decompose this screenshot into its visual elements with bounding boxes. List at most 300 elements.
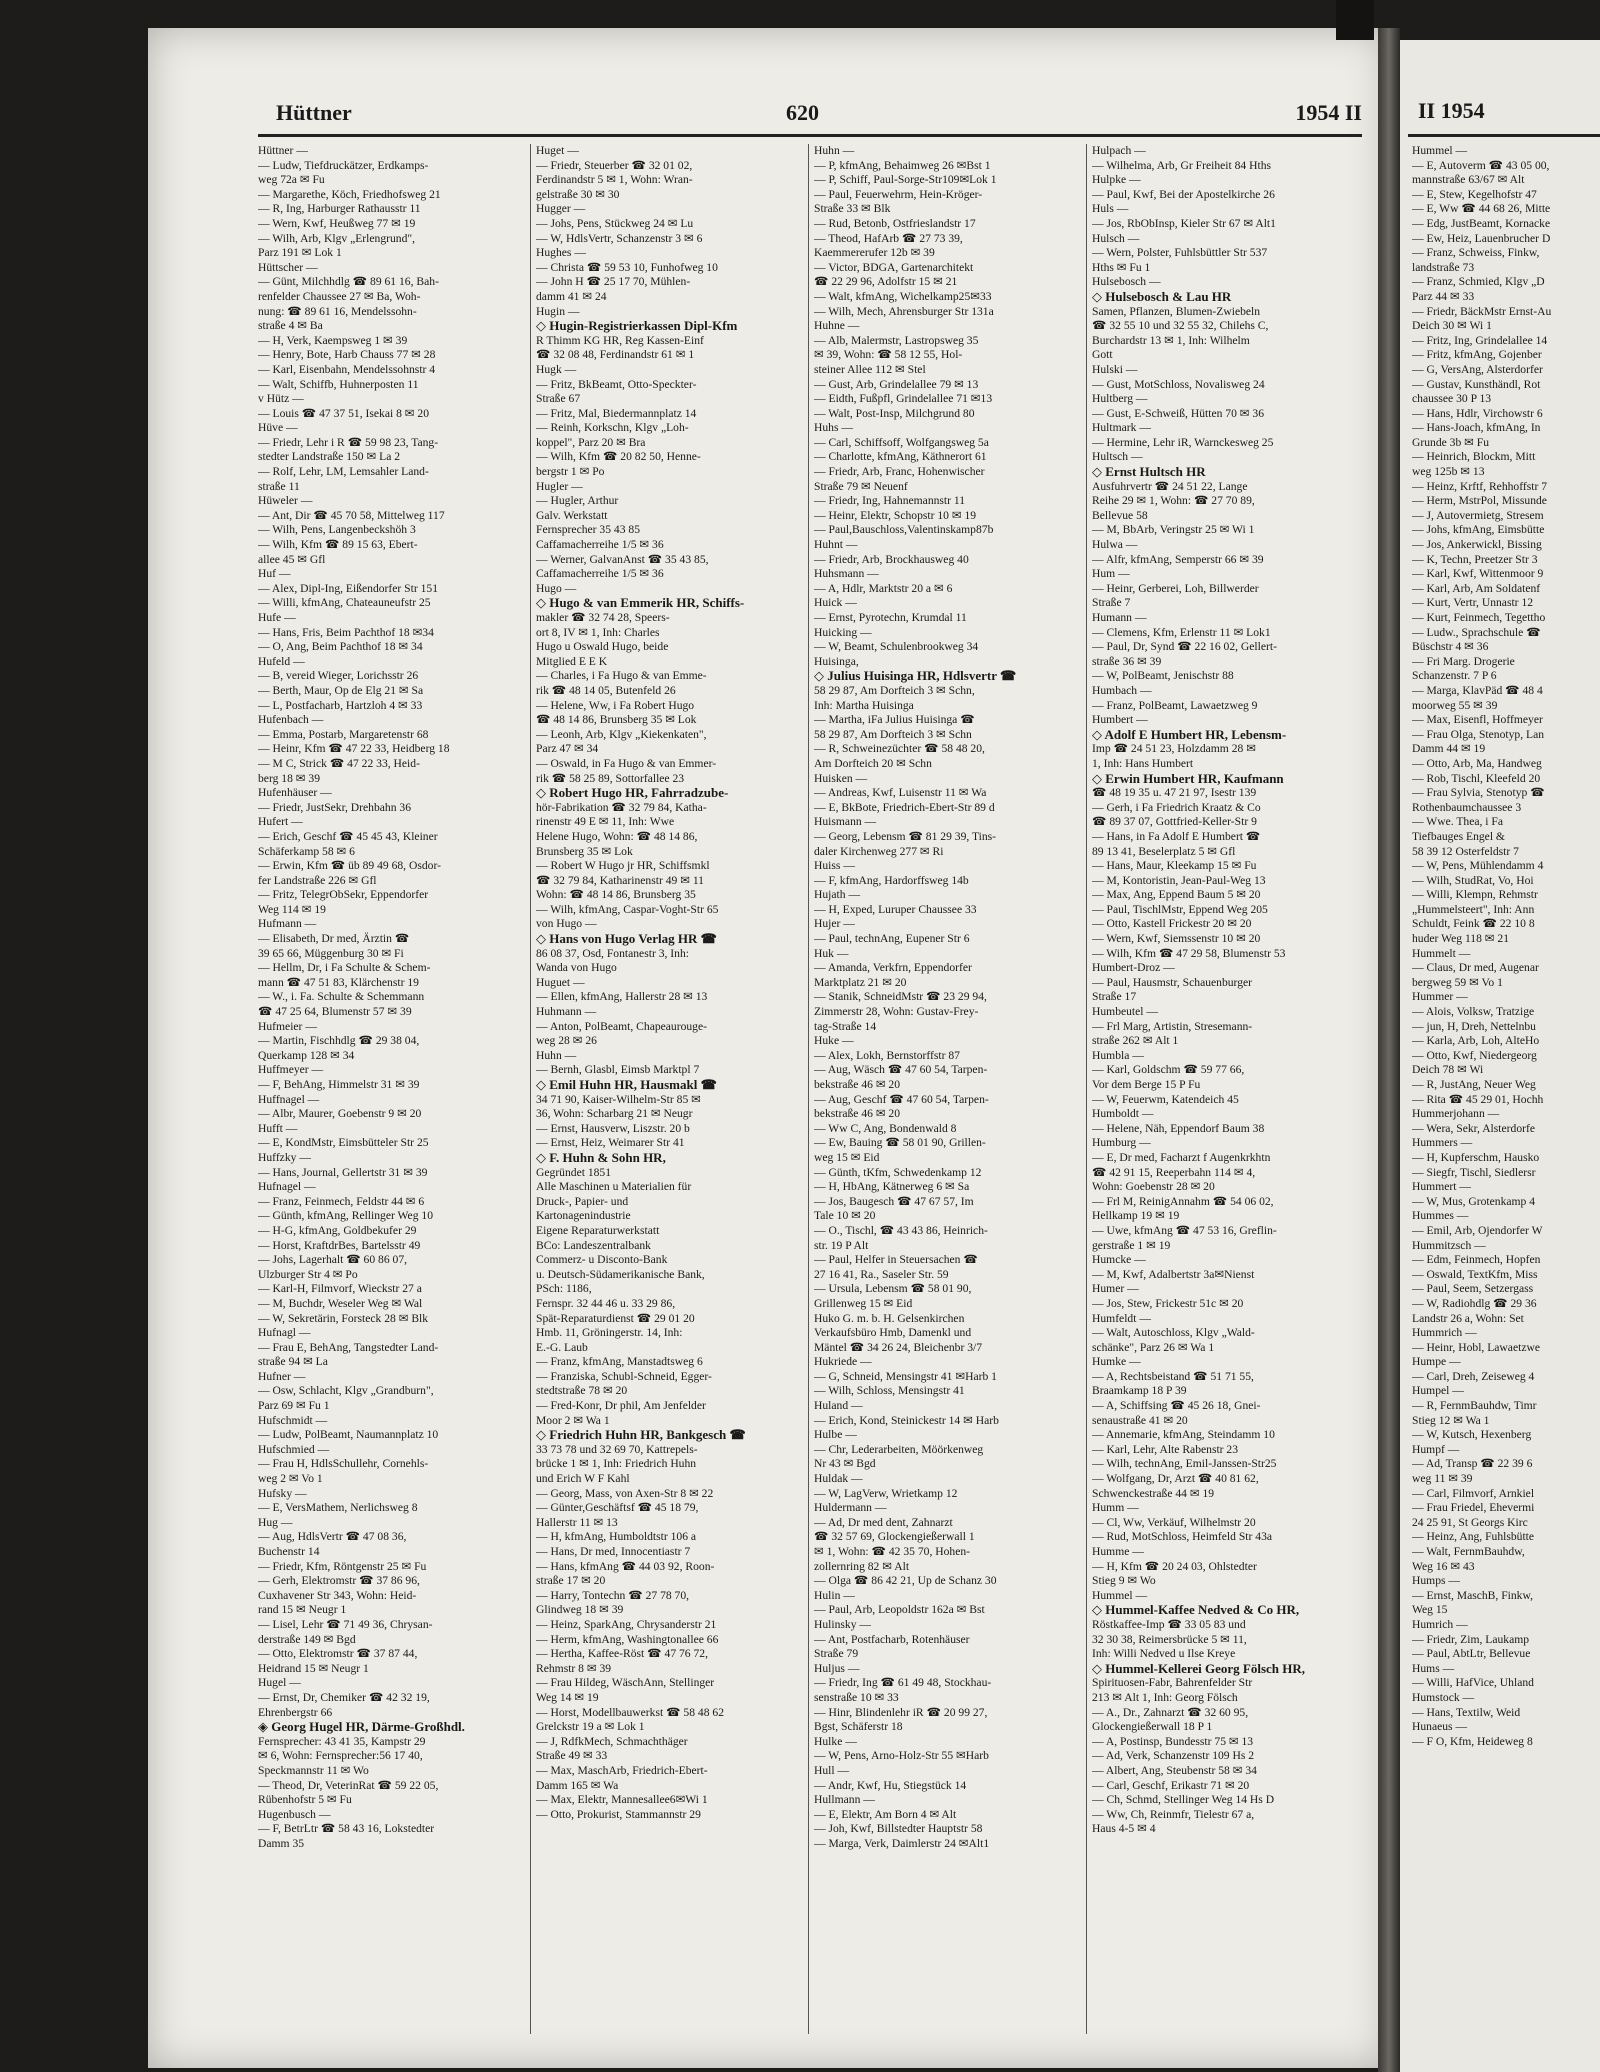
- directory-line: — J, RdfkMech, Schmachthäger: [536, 1734, 688, 1748]
- directory-line: senaustraße 41 ✉ 20: [1092, 1413, 1188, 1427]
- directory-line: Parz 191 ✉ Lok 1: [258, 246, 342, 260]
- directory-line: — Frl Marg, Artistin, Stresemann-: [1092, 1019, 1253, 1033]
- header-rule: [258, 134, 1362, 137]
- directory-line: fer Landstraße 226 ✉ Gfl: [258, 873, 377, 887]
- directory-line: Humfeldt —: [1092, 1311, 1151, 1325]
- directory-line: — Karl, Kwf, Wittenmoor 9: [1412, 567, 1544, 581]
- directory-line: — Wera, Sekr, Alsterdorfe: [1412, 1121, 1535, 1135]
- directory-line: — Walt, Autoschloss, Klgv „Wald-: [1092, 1326, 1255, 1340]
- directory-line: makler ☎ 32 74 28, Speers-: [536, 611, 670, 624]
- directory-line: — Ludw, PolBeamt, Naumannplatz 10: [258, 1428, 439, 1442]
- directory-line: — Heinr, Hobl, Lawaetzwe: [1412, 1340, 1540, 1354]
- directory-line: Mitglied E E K: [536, 654, 608, 668]
- directory-line: — Friedr, Zim, Laukamp: [1412, 1632, 1530, 1646]
- directory-line: weg 11 ✉ 39: [1412, 1472, 1473, 1486]
- directory-line: straße 94 ✉ La: [258, 1355, 328, 1369]
- directory-line: Hujer —: [814, 917, 855, 931]
- directory-line: ◇ Hugo & van Emmerik HR, Schiffs-: [536, 596, 745, 611]
- directory-line: Huicking —: [814, 625, 872, 639]
- directory-line: — Günth, kfmAng, Rellinger Weg 10: [258, 1209, 433, 1223]
- directory-line: — H-G, kfmAng, Goldbekufer 29: [258, 1223, 417, 1237]
- directory-line: schänke", Parz 26 ✉ Wa 1: [1092, 1340, 1215, 1354]
- directory-line: — Franz, Schweiss, Finkw,: [1412, 246, 1540, 260]
- directory-line: — Aug, HdlsVertr ☎ 47 08 36,: [258, 1530, 407, 1544]
- directory-line: — W, Beamt, Schulenbrookweg 34: [814, 640, 979, 654]
- directory-line: — Frau Olga, Stenotyp, Lan: [1412, 727, 1545, 741]
- directory-line: Commerz- u Disconto-Bank: [536, 1253, 668, 1267]
- directory-line: Inh: Martha Huisinga: [814, 698, 914, 712]
- directory-line: — Frl M, ReinigAnnahm ☎ 54 06 02,: [1092, 1194, 1274, 1208]
- directory-line: — Hans, Fris, Beim Pachthof 18 ✉34: [258, 625, 434, 639]
- directory-line: — Hans, Hdlr, Virchowstr 6: [1412, 406, 1543, 420]
- directory-line: — K, Techn, Preetzer Str 3: [1412, 552, 1538, 566]
- directory-line: Hüweler —: [258, 494, 313, 508]
- directory-line: — Frau Hildeg, WäschAnn, Stellinger: [536, 1676, 715, 1690]
- directory-line: — Wilh, technAng, Emil-Janssen-Str25: [1092, 1457, 1277, 1471]
- directory-line: derstraße 149 ✉ Bgd: [258, 1632, 356, 1646]
- directory-line: Humbla —: [1092, 1048, 1144, 1062]
- directory-line: Fernsprecher: 43 41 35, Kampstr 29: [258, 1734, 426, 1748]
- directory-line: Humme —: [1092, 1545, 1144, 1558]
- directory-line: — Jos, RbObInsp, Kieler Str 67 ✉ Alt1: [1092, 216, 1276, 230]
- directory-line: Burchardstr 13 ✉ 1, Inh: Wilhelm: [1092, 333, 1250, 347]
- directory-line: Hujath —: [814, 888, 861, 902]
- directory-line: weg 15 ✉ Eid: [814, 1150, 880, 1164]
- directory-line: Hukriede —: [814, 1355, 872, 1369]
- directory-line: ort 8, IV ✉ 1, Inh: Charles: [536, 625, 660, 639]
- directory-line: von Hugo —: [536, 917, 597, 931]
- directory-line: Hufe —: [258, 611, 296, 624]
- directory-line: Hufenbach —: [258, 713, 324, 727]
- directory-line: — E, Autoverm ☎ 43 05 00,: [1412, 158, 1550, 172]
- directory-line: — Erich, Kond, Steinickestr 14 ✉ Harb: [814, 1413, 999, 1427]
- directory-line: Humpel —: [1412, 1384, 1464, 1398]
- directory-line: Huffnagel —: [258, 1092, 320, 1106]
- directory-line: Parz 47 ✉ 34: [536, 742, 599, 756]
- directory-line: — G, VersAng, Alsterdorfer: [1412, 362, 1543, 376]
- directory-line: — Paul, technAng, Eupener Str 6: [814, 932, 970, 946]
- directory-line: — Rob, Tischl, Kleefeld 20: [1412, 771, 1541, 785]
- directory-line: ◇ Erwin Humbert HR, Kaufmann: [1092, 771, 1284, 786]
- directory-line: Moor 2 ✉ Wa 1: [536, 1413, 610, 1427]
- directory-line: — Wilh, kfmAng, Caspar-Voght-Str 65: [536, 902, 719, 916]
- directory-line: gelstraße 30 ✉ 30: [536, 187, 620, 201]
- next-page-header: II 1954: [1418, 98, 1485, 123]
- directory-line: — Franz, PolBeamt, Lawaetzweg 9: [1092, 698, 1258, 712]
- directory-line: Tiefbauges Engel &: [1412, 829, 1505, 843]
- directory-line: — Günth, tKfm, Schwedenkamp 12: [814, 1165, 982, 1179]
- directory-line: Spät-Reparaturdienst ☎ 29 01 20: [536, 1311, 695, 1325]
- directory-line: — Friedr, BäckMstr Ernst-Au: [1412, 304, 1552, 318]
- directory-line: 32 30 38, Reimersbrücke 5 ✉ 11,: [1092, 1632, 1247, 1646]
- directory-line: — Max, Elektr, Mannesallee6✉Wi 1: [536, 1793, 708, 1807]
- directory-line: — Paul, Kwf, Bei der Apostelkirche 26: [1092, 187, 1275, 201]
- directory-line: — Carl, Geschf, Erikastr 71 ✉ 20: [1092, 1778, 1250, 1792]
- directory-line: Hummelt —: [1412, 946, 1471, 960]
- directory-line: — Jos, Stew, Frickestr 51c ✉ 20: [1092, 1296, 1244, 1310]
- directory-line: 89 13 41, Beselerplatz 5 ✉ Gfl: [1092, 844, 1236, 858]
- directory-line: straße 17 ✉ 20: [536, 1574, 606, 1588]
- directory-line: — Friedr, Lehr i R ☎ 59 98 23, Tang-: [258, 435, 439, 449]
- directory-line: ◇ Ernst Hultsch HR: [1092, 465, 1206, 480]
- directory-line: 1, Inh: Hans Humbert: [1092, 756, 1194, 770]
- directory-line: allee 45 ✉ Gfl: [258, 552, 326, 566]
- directory-line: — Alois, Volksw, Tratzige: [1412, 1005, 1535, 1019]
- directory-line: Gott: [1092, 348, 1113, 362]
- directory-line: 213 ✉ Alt 1, Inh: Georg Fölsch: [1092, 1690, 1238, 1704]
- directory-line: — Wilh, Pens, Langenbeckshöh 3: [258, 523, 416, 537]
- directory-line: — Herm, MstrPol, Missunde: [1412, 494, 1547, 508]
- directory-line: — Ww C, Ang, Bondenwald 8: [814, 1121, 957, 1135]
- directory-line: Hummel —: [1092, 1588, 1148, 1602]
- directory-line: — Ernst, Pyrotechn, Krumdal 11: [814, 611, 967, 624]
- directory-line: Schäferkamp 58 ✉ 6: [258, 844, 355, 858]
- directory-line: Humcke —: [1092, 1253, 1146, 1267]
- directory-line: Huls —: [1092, 202, 1129, 216]
- directory-line: Zimmerstr 28, Wohn: Gustav-Frey-: [814, 1005, 979, 1019]
- directory-line: 27 16 41, Ra., Saseler Str. 59: [814, 1267, 949, 1281]
- directory-line: Huget —: [536, 144, 579, 157]
- directory-line: Damm 44 ✉ 19: [1412, 742, 1486, 756]
- directory-line: Hufnagel —: [258, 1180, 316, 1194]
- directory-line: Hulke —: [814, 1734, 857, 1748]
- directory-line: ◇ Hummel-Kaffee Nedved & Co HR,: [1092, 1603, 1300, 1618]
- directory-line: Rübenhofstr 5 ✉ Fu: [258, 1793, 352, 1807]
- directory-line: hör-Fabrikation ☎ 32 79 84, Katha-: [536, 800, 707, 814]
- directory-line: Hufeld —: [258, 654, 305, 668]
- directory-line: Humpe —: [1412, 1355, 1461, 1369]
- directory-line: Ulzburger Str 4 ✉ Po: [258, 1267, 358, 1281]
- directory-line: bergweg 59 ✉ Vo 1: [1412, 975, 1503, 989]
- directory-line: — Wilh, Mech, Ahrensburger Str 131a: [814, 304, 994, 318]
- directory-line: — Elisabeth, Dr med, Ärztin ☎: [258, 932, 410, 946]
- directory-line: Straße 79 ✉ Neuenf: [814, 479, 908, 493]
- directory-line: Röstkaffee-Imp ☎ 33 05 83 und: [1092, 1617, 1246, 1631]
- directory-line: Ferdinandstr 5 ✉ 1, Wohn: Wran-: [536, 173, 693, 187]
- directory-line: — Annemarie, kfmAng, Steindamm 10: [1092, 1428, 1275, 1442]
- directory-line: — Paul, Helfer in Steuersachen ☎: [814, 1253, 978, 1267]
- directory-line: Hummert —: [1412, 1180, 1471, 1194]
- directory-line: Reihe 29 ✉ 1, Wohn: ☎ 27 70 89,: [1092, 494, 1255, 508]
- directory-line: Fernsprecher 35 43 85: [536, 523, 640, 537]
- directory-line: 39 65 66, Müggenburg 30 ✉ Fi: [258, 946, 404, 960]
- directory-line: — E, Dr med, Facharzt f Augenkrkhtn: [1092, 1150, 1271, 1164]
- column-divider: [530, 144, 531, 2034]
- directory-line: landstraße 73: [1412, 260, 1475, 274]
- directory-line: — Aug, Wäsch ☎ 47 60 54, Tarpen-: [814, 1063, 988, 1077]
- directory-line: ◇ Adolf E Humbert HR, Lebensm-: [1092, 727, 1287, 742]
- directory-line: — Victor, BDGA, Gartenarchitekt: [814, 260, 974, 274]
- directory-line: senstraße 10 ✉ 33: [814, 1690, 899, 1704]
- directory-line: — Marga, KlavPäd ☎ 48 4: [1412, 683, 1543, 697]
- directory-line: — Willi, Klempn, Rehmstr: [1412, 888, 1538, 902]
- directory-line: — Amanda, Verkfrn, Eppendorfer: [814, 961, 972, 975]
- directory-line: Wanda von Hugo: [536, 961, 617, 975]
- directory-line: — Willi, kfmAng, Chateauneufstr 25: [258, 596, 431, 610]
- directory-line: huder Weg 118 ✉ 21: [1412, 932, 1510, 946]
- directory-line: — Friedr, Ing, Hahnemannstr 11: [814, 494, 966, 508]
- directory-line: 34 71 90, Kaiser-Wilhelm-Str 85 ✉: [536, 1092, 701, 1106]
- directory-line: straße 36 ✉ 39: [1092, 654, 1162, 668]
- directory-line: — Walt, Schiffb, Huhnerposten 11: [258, 377, 419, 391]
- directory-line: ☎ 32 79 84, Katharinenstr 49 ✉ 11: [536, 873, 704, 887]
- directory-line: — O, Ang, Beim Pachthof 18 ✉ 34: [258, 640, 423, 654]
- directory-line: — Helene, Näh, Eppendorf Baum 38: [1092, 1121, 1265, 1135]
- directory-line: — B, vereid Wieger, Lorichsstr 26: [258, 669, 419, 683]
- directory-line: — Fritz, TelegrObSekr, Eppendorfer: [258, 888, 429, 902]
- directory-line: Hultberg —: [1092, 392, 1148, 406]
- directory-line: — Ernst, Heiz, Weimarer Str 41: [536, 1136, 685, 1150]
- directory-line: Huland —: [814, 1399, 863, 1413]
- directory-line: 86 08 37, Osd, Fontanestr 3, Inh:: [536, 946, 689, 960]
- directory-line: — Albr, Maurer, Goebenstr 9 ✉ 20: [258, 1107, 422, 1121]
- directory-line: — Ad, Transp ☎ 22 39 6: [1412, 1457, 1533, 1471]
- directory-line: Hultmark —: [1092, 421, 1151, 435]
- directory-line: — Theod, HafArb ☎ 27 73 39,: [814, 231, 963, 245]
- directory-line: — Henry, Bote, Harb Chauss 77 ✉ 28: [258, 348, 436, 362]
- directory-line: — Erich, Geschf ☎ 45 45 43, Kleiner: [258, 829, 438, 843]
- directory-line: — Ad, Verk, Schanzenstr 109 Hs 2: [1092, 1749, 1255, 1763]
- directory-line: — Theod, Dr, VeterinRat ☎ 59 22 05,: [258, 1778, 439, 1792]
- directory-line: — Wilhelma, Arb, Gr Freiheit 84 Hths: [1092, 158, 1272, 172]
- directory-line: Humpf —: [1412, 1442, 1460, 1456]
- directory-line: Hullmann —: [814, 1793, 875, 1807]
- directory-line: — Lisel, Lehr ☎ 71 49 36, Chrysan-: [258, 1617, 433, 1631]
- directory-line: Marktplatz 21 ✉ 20: [814, 975, 907, 989]
- directory-line: Humer —: [1092, 1282, 1139, 1296]
- directory-line: Parz 44 ✉ 33: [1412, 289, 1475, 303]
- directory-line: Verkaufsbüro Hmb, Damenkl und: [814, 1326, 972, 1340]
- directory-line: ◇ Emil Huhn HR, Hausmakl ☎: [536, 1078, 717, 1092]
- directory-line: — Ludw., Sprachschule ☎: [1412, 625, 1541, 639]
- directory-line: Schanzenstr. 7 P 6: [1412, 669, 1497, 683]
- directory-column-2: [536, 144, 804, 2044]
- directory-line: — Kurt, Vertr, Unnastr 12: [1412, 596, 1534, 610]
- directory-line: BCo: Landeszentralbank: [536, 1238, 651, 1252]
- directory-line: Stieg 12 ✉ Wa 1: [1412, 1413, 1490, 1427]
- directory-line: — R, Schweinezüchter ☎ 58 48 20,: [814, 742, 985, 756]
- directory-line: Hulski —: [1092, 362, 1138, 376]
- directory-line: Huljus —: [814, 1661, 860, 1675]
- directory-line: — Fritz, Mal, Biedermannplatz 14: [536, 406, 697, 420]
- directory-line: Hug —: [258, 1515, 293, 1529]
- directory-line: — Jos, Ankerwickl, Bissing: [1412, 538, 1542, 552]
- directory-line: — Hans, kfmAng ☎ 44 03 92, Roon-: [536, 1559, 715, 1573]
- directory-line: steiner Allee 112 ✉ Stel: [814, 362, 926, 376]
- directory-line: Hummerjohann —: [1412, 1107, 1500, 1121]
- directory-line: — Paul, Dr, Synd ☎ 22 16 02, Gellert-: [1092, 640, 1277, 654]
- directory-line: ◇ Hulsebosch & Lau HR: [1092, 289, 1232, 304]
- directory-line: Hufmann —: [258, 917, 317, 931]
- directory-line: — Berth, Maur, Op de Elg 21 ✉ Sa: [258, 683, 424, 697]
- directory-line: Hulbe —: [814, 1428, 857, 1442]
- directory-line: Fernspr. 32 44 46 u. 33 29 86,: [536, 1296, 676, 1310]
- directory-line: Humbach —: [1092, 683, 1152, 697]
- directory-line: — W, Sekretärin, Forsteck 28 ✉ Blk: [258, 1311, 429, 1325]
- directory-line: gerstraße 1 ✉ 19: [1092, 1238, 1171, 1252]
- directory-line: — O., Tischl, ☎ 43 43 86, Heinrich-: [814, 1223, 988, 1237]
- running-head: Hüttner: [276, 100, 352, 125]
- directory-line: — Marga, Verk, Daimlerstr 24 ✉Alt1: [814, 1836, 990, 1850]
- directory-line: — Rud, MotSchloss, Heimfeld Str 43a: [1092, 1530, 1273, 1544]
- directory-line: — Günter,Geschäftsf ☎ 45 18 79,: [536, 1501, 699, 1515]
- directory-line: — Frau H, HdlsSchullehr, Cornehls-: [258, 1457, 429, 1471]
- directory-line: Weg 114 ✉ 19: [258, 902, 326, 916]
- directory-line: und Erich W F Kahl: [536, 1472, 630, 1486]
- directory-line: — Ursula, Lebensm ☎ 58 01 90,: [814, 1282, 972, 1296]
- directory-line: — John H ☎ 25 17 70, Mühlen-: [536, 275, 691, 289]
- directory-line: — Oswald, TextKfm, Miss: [1412, 1267, 1538, 1281]
- directory-line: Humbeutel —: [1092, 1005, 1159, 1019]
- directory-line: ◇ Friedrich Huhn HR, Bankgesch ☎: [536, 1428, 746, 1443]
- directory-line: Humburg —: [1092, 1136, 1151, 1150]
- directory-line: Mäntel ☎ 34 26 24, Bleichenbr 3/7: [814, 1340, 983, 1354]
- directory-line: Brunsberg 35 ✉ Lok: [536, 844, 633, 858]
- directory-line: — Ernst, Dr, Chemiker ☎ 42 32 19,: [258, 1690, 430, 1704]
- directory-line: Hulpke —: [1092, 173, 1141, 187]
- directory-line: — Hugler, Arthur: [536, 494, 619, 508]
- directory-line: Schuldt, Feink ☎ 22 10 8: [1412, 917, 1535, 931]
- directory-line: bekstraße 46 ✉ 20: [814, 1078, 901, 1091]
- directory-line: Hüttscher —: [258, 260, 318, 274]
- next-page-column: [1412, 144, 1600, 2044]
- directory-line: — E, Ww ☎ 44 68 26, Mitte: [1412, 202, 1551, 216]
- directory-line: Nr 43 ✉ Bgd: [814, 1457, 876, 1471]
- directory-line: — W, LagVerw, Wrietkamp 12: [814, 1486, 958, 1500]
- directory-line: Galv. Werkstatt: [536, 508, 608, 522]
- directory-line: stedtstraße 78 ✉ 20: [536, 1384, 628, 1398]
- directory-line: — Friedr, Steuerber ☎ 32 01 02,: [536, 158, 693, 172]
- directory-line: — W, Kutsch, Hexenberg: [1412, 1428, 1532, 1442]
- directory-line: Huisken —: [814, 771, 868, 785]
- bookmark-ribbon: [1336, 0, 1374, 40]
- directory-line: — Wilh, Arb, Klgv „Erlengrund",: [258, 231, 416, 245]
- directory-line: — H, kfmAng, Humboldtstr 106 a: [536, 1530, 697, 1544]
- directory-line: damm 41 ✉ 24: [536, 289, 607, 303]
- directory-line: — Paul, Hausmstr, Schauenburger: [1092, 975, 1252, 989]
- directory-line: — Franz, Feinmech, Feldstr 44 ✉ 6: [258, 1194, 425, 1208]
- directory-line: v Hütz —: [258, 392, 304, 406]
- directory-line: — Ant, Postfacharb, Rotenhäuser: [814, 1632, 970, 1646]
- directory-line: — Rolf, Lehr, LM, Lemsahler Land-: [258, 465, 429, 479]
- directory-line: Alle Maschinen u Materialien für: [536, 1180, 692, 1194]
- directory-line: Druck-, Papier- und: [536, 1194, 629, 1208]
- directory-line: tag-Straße 14: [814, 1019, 877, 1033]
- directory-line: Humbert —: [1092, 713, 1148, 727]
- directory-line: Deich 78 ✉ Wi: [1412, 1063, 1484, 1077]
- directory-line: Hulinsky —: [814, 1617, 872, 1631]
- directory-line: — Hans, Textilw, Weid: [1412, 1705, 1521, 1719]
- directory-line: Gegründet 1851: [536, 1165, 612, 1179]
- directory-line: Buchenstr 14: [258, 1545, 320, 1558]
- directory-line: — Heinz, Krftf, Rehhoffstr 7: [1412, 479, 1548, 493]
- directory-line: Huke —: [814, 1034, 854, 1048]
- directory-line: — Louis ☎ 47 37 51, Isekai 8 ✉ 20: [258, 406, 429, 420]
- directory-line: Hufert —: [258, 815, 303, 829]
- directory-line: — W., i. Fa. Schulte & Schemmann: [258, 990, 425, 1004]
- directory-line: — Max, MaschArb, Friedrich-Ebert-: [536, 1763, 708, 1777]
- directory-line: Hunaeus —: [1412, 1720, 1468, 1734]
- directory-line: — Leonh, Arb, Klgv „Kiekenkaten",: [536, 727, 707, 741]
- directory-line: rik ☎ 48 14 05, Butenfeld 26: [536, 683, 676, 697]
- directory-line: — Emil, Arb, Ojendorfer W: [1412, 1223, 1543, 1237]
- directory-line: Hufenhäuser —: [258, 786, 332, 800]
- directory-line: — Claus, Dr med, Augenar: [1412, 961, 1539, 975]
- directory-line: Straße 79: [814, 1647, 859, 1661]
- directory-line: — Franziska, Schubl-Schneid, Egger-: [536, 1369, 712, 1383]
- directory-line: — Johs, Lagerhalt ☎ 60 86 07,: [258, 1253, 408, 1267]
- directory-line: — Charles, i Fa Hugo & van Emme-: [536, 669, 707, 683]
- directory-line: Humstock —: [1412, 1690, 1475, 1704]
- directory-line: — M C, Strick ☎ 47 22 33, Heid-: [258, 756, 420, 770]
- directory-line: Hugo u Oswald Hugo, beide: [536, 640, 669, 654]
- directory-line: — A, Postinsp, Bundesstr 75 ✉ 13: [1092, 1734, 1254, 1748]
- directory-line: Glindweg 18 ✉ 39: [536, 1603, 624, 1617]
- directory-line: Weg 16 ✉ 43: [1412, 1559, 1475, 1573]
- directory-line: 33 73 78 und 32 69 70, Kattrepels-: [536, 1442, 698, 1456]
- directory-line: — Hans, Maur, Kleekamp 15 ✉ Fu: [1092, 859, 1257, 873]
- directory-line: — Ww, Ch, Reinmfr, Tielestr 67 a,: [1092, 1807, 1255, 1821]
- directory-line: — Ch, Schmd, Stellinger Weg 14 Hs D: [1092, 1793, 1275, 1807]
- directory-line: Hufmeier —: [258, 1019, 317, 1033]
- directory-line: — Ew, Heiz, Lauenbrucher D: [1412, 231, 1551, 245]
- directory-line: — Max, Ang, Eppend Baum 5 ✉ 20: [1092, 888, 1261, 902]
- directory-line: — E, BkBote, Friedrich-Ebert-Str 89 d: [814, 800, 995, 814]
- directory-line: 36, Wohn: Scharbarg 21 ✉ Neugr: [536, 1107, 693, 1121]
- directory-line: ✉ 1, Wohn: ☎ 42 35 70, Hohen-: [814, 1545, 971, 1558]
- directory-line: Helene Hugo, Wohn: ☎ 48 14 86,: [536, 829, 698, 843]
- directory-line: 58 29 87, Am Dorfteich 3 ✉ Schn: [814, 727, 972, 741]
- directory-line: R Thimm KG HR, Reg Kassen-Einf: [536, 333, 704, 347]
- directory-line: — Wilh, Schloss, Mensingstr 41: [814, 1384, 965, 1398]
- directory-line: Huhmann —: [536, 1005, 597, 1019]
- directory-line: bergstr 1 ✉ Po: [536, 465, 605, 479]
- directory-line: — Heinz, SparkAng, Chrysanderstr 21: [536, 1617, 717, 1631]
- directory-line: nung: ☎ 89 61 16, Mendelssohn-: [258, 304, 417, 318]
- directory-column-3: [814, 144, 1082, 2044]
- directory-line: ✉ 6, Wohn: Fernsprecher:56 17 40,: [258, 1749, 423, 1763]
- directory-line: Hull —: [814, 1763, 850, 1777]
- directory-line: — Rita ☎ 45 29 01, Hochh: [1412, 1092, 1544, 1106]
- directory-line: — Wilh, Kfm ☎ 47 29 58, Blumenstr 53: [1092, 946, 1286, 960]
- directory-line: — P, kfmAng, Behaimweg 26 ✉Bst 1: [814, 158, 991, 172]
- directory-line: — W, Feuerwm, Katendeich 45: [1092, 1092, 1239, 1106]
- directory-line: — jun, H, Dreh, Nettelnbu: [1412, 1019, 1536, 1033]
- directory-line: — Gerh, i Fa Friedrich Kraatz & Co: [1092, 800, 1261, 814]
- directory-line: — Ellen, kfmAng, Hallerstr 28 ✉ 13: [536, 990, 708, 1004]
- directory-line: Hulsch —: [1092, 231, 1140, 245]
- directory-line: — F, BehAng, Himmelstr 31 ✉ 39: [258, 1078, 420, 1091]
- directory-line: — Horst, KraftdrBes, Bartelsstr 49: [258, 1238, 421, 1252]
- directory-line: Huhne —: [814, 319, 860, 333]
- directory-line: Deich 30 ✉ Wi 1: [1412, 319, 1492, 333]
- directory-line: Hugenbusch —: [258, 1807, 331, 1821]
- directory-line: Huguet —: [536, 975, 585, 989]
- directory-line: Hultsch —: [1092, 450, 1143, 464]
- directory-line: — E, Stew, Kegelhofstr 47: [1412, 187, 1537, 201]
- directory-line: — Ernst, Hausverw, Liszstr. 20 b: [536, 1121, 690, 1135]
- directory-line: Huk —: [814, 946, 849, 960]
- directory-line: ◇ Julius Huisinga HR, Hdlsvertr ☎: [814, 669, 1017, 684]
- directory-line: weg 125b ✉ 13: [1412, 465, 1485, 479]
- directory-line: Hufschmied —: [258, 1442, 330, 1456]
- directory-line: rand 15 ✉ Neugr 1: [258, 1603, 347, 1617]
- directory-line: Hufft —: [258, 1121, 298, 1135]
- directory-line: — Ad, Dr med dent, Zahnarzt: [814, 1515, 953, 1529]
- directory-line: — Heinr, Kfm ☎ 47 22 33, Heidberg 18: [258, 742, 450, 756]
- directory-line: — A., Dr., Zahnarzt ☎ 32 60 95,: [1092, 1705, 1249, 1719]
- directory-line: — Helene, Ww, i Fa Robert Hugo: [536, 698, 695, 712]
